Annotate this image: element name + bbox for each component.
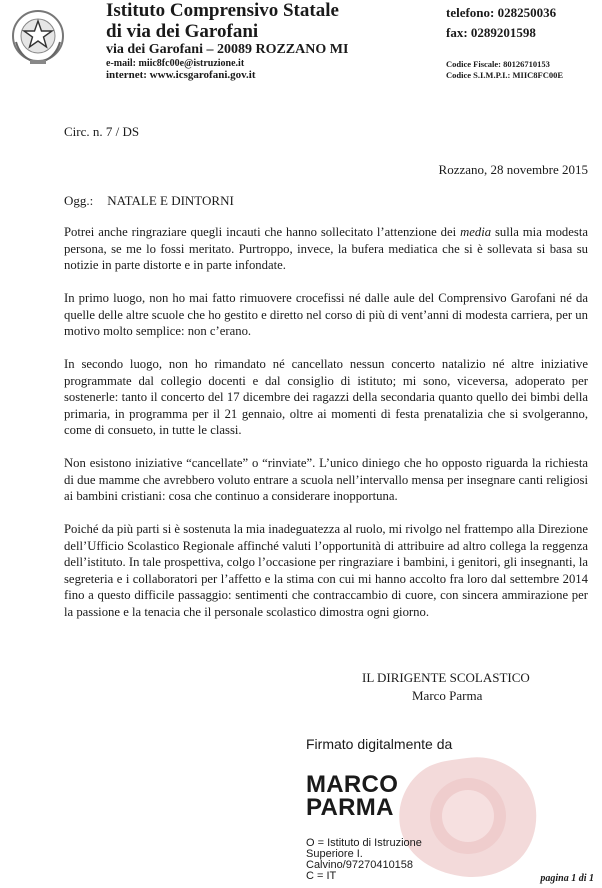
signatory-name: Marco Parma (412, 688, 483, 703)
digital-signature-first-name: MARCO (306, 771, 399, 798)
school-name-line2: di via dei Garofani (106, 21, 259, 42)
school-name-line1: Istituto Comprensivo Statale (106, 0, 339, 21)
school-fax: fax: 0289201598 (446, 25, 536, 40)
document-date: Rozzano, 28 novembre 2015 (438, 162, 588, 177)
subject-text: NATALE E DINTORNI (107, 193, 234, 208)
school-name (106, 0, 339, 42)
paragraph-1 (64, 224, 588, 274)
paragraph-4: Non esistono iniziative “cancellate” o “rinviate”. L’unico diniego che ho opposto riguarda la richiesta di due mamme che avrebbero voluto entrare a scuola nell’intervallo mensa per insegnare canti religiosi ai bambini cristiani: cosa che continuo a considerare inopportuna. (64, 456, 588, 503)
digital-signature-details (306, 838, 422, 882)
circular-number: Circ. n. 7 / DS (64, 124, 140, 139)
paragraph-1-part-b: sulla mia modesta persona, se me lo fossi meritato. Purtroppo, invece, la bufera mediatica che si è sollevata si basa su notizie in parte distorte e in parte infondate. (64, 225, 589, 272)
school-website[interactable]: internet: www.icsgarofani.gov.it (106, 69, 256, 81)
digital-signature-last-name: PARMA (306, 794, 394, 821)
signatory-title: IL DIRIGENTE SCOLASTICO (362, 670, 530, 685)
paragraph-1-emphasis: media (460, 225, 492, 239)
digital-signature-country: C = IT (306, 870, 337, 882)
codice-fiscale: Codice Fiscale: 80126710153 (446, 59, 550, 69)
subject-line (64, 193, 234, 209)
paragraph-5: Poiché da più parti si è sostenuta la mia inadeguatezza al ruolo, mi rivolgo nel frattempo alla Direzione dell’Ufficio Scolastico Regionale affinché valuti l’opportunità di attribuire ad altro collega la reggenza dell’istituto. In tale prospettiva, colgo l’occasione per ringraziare i bambini, i genitori, gli insegnanti, la segreteria e i collaboratori per l’affetto e la stima con cui mi hanno accolto fra loro dal settembre 2014 fino a questo difficile passaggio: sentimenti che contraccambio di cuore, con sincera ammirazione per la passione e la tenacia che il personale scolastico dimostra ogni giorno. (64, 522, 588, 619)
school-telephone: telefono: 028250036 (446, 5, 557, 20)
page-number: pagina 1 di 1 (540, 873, 594, 884)
paragraph-3: In secondo luogo, non ho rimandato né cancellato nessun concerto natalizio né altre iniziative programmate dal collegio docenti e dal consiglio di istituto; mi sono, viceversa, adoperato per sostenerle: tanto il concerto del 17 dicembre dei ragazzi della secondaria quanto quello dei bimbi della primaria, in programma per il 21 gennaio, oltre ai momenti di festa prenatalizia che si svolgeranno, come di consueto, in tutte le classi. (64, 357, 588, 437)
letter-body (64, 224, 588, 637)
paragraph-2: In primo luogo, non ho mai fatto rimuovere crocefissi né dalle aule del Comprensivo Garofani né da quelle delle altre scuole che ho gestito e diretto nel corso di più di vent’anni di modesta carriera, per un motivo molto semplice: non c’erano. (64, 291, 588, 338)
subject-label: Ogg.: (64, 193, 94, 208)
digital-signature-label: Firmato digitalmente da (306, 736, 453, 752)
digital-signature-id: Calvino/97270410158 (306, 859, 414, 871)
digital-signature-org-cont: Superiore I. (306, 848, 363, 860)
republic-emblem-icon (10, 6, 66, 68)
school-email[interactable]: e-mail: miic8fc00e@istruzione.it (106, 58, 245, 69)
school-address: via dei Garofani – 20089 ROZZANO MI (106, 42, 349, 57)
codice-simpi: Codice S.I.M.P.I.: MIIC8FC00E (446, 70, 564, 80)
digital-signature-org: O = Istituto di Istruzione (306, 837, 422, 849)
paragraph-1-part-a: Potrei anche ringraziare quegli incauti che hanno sollecitato l’attenzione dei (64, 225, 461, 239)
digital-signature-name (306, 773, 398, 819)
